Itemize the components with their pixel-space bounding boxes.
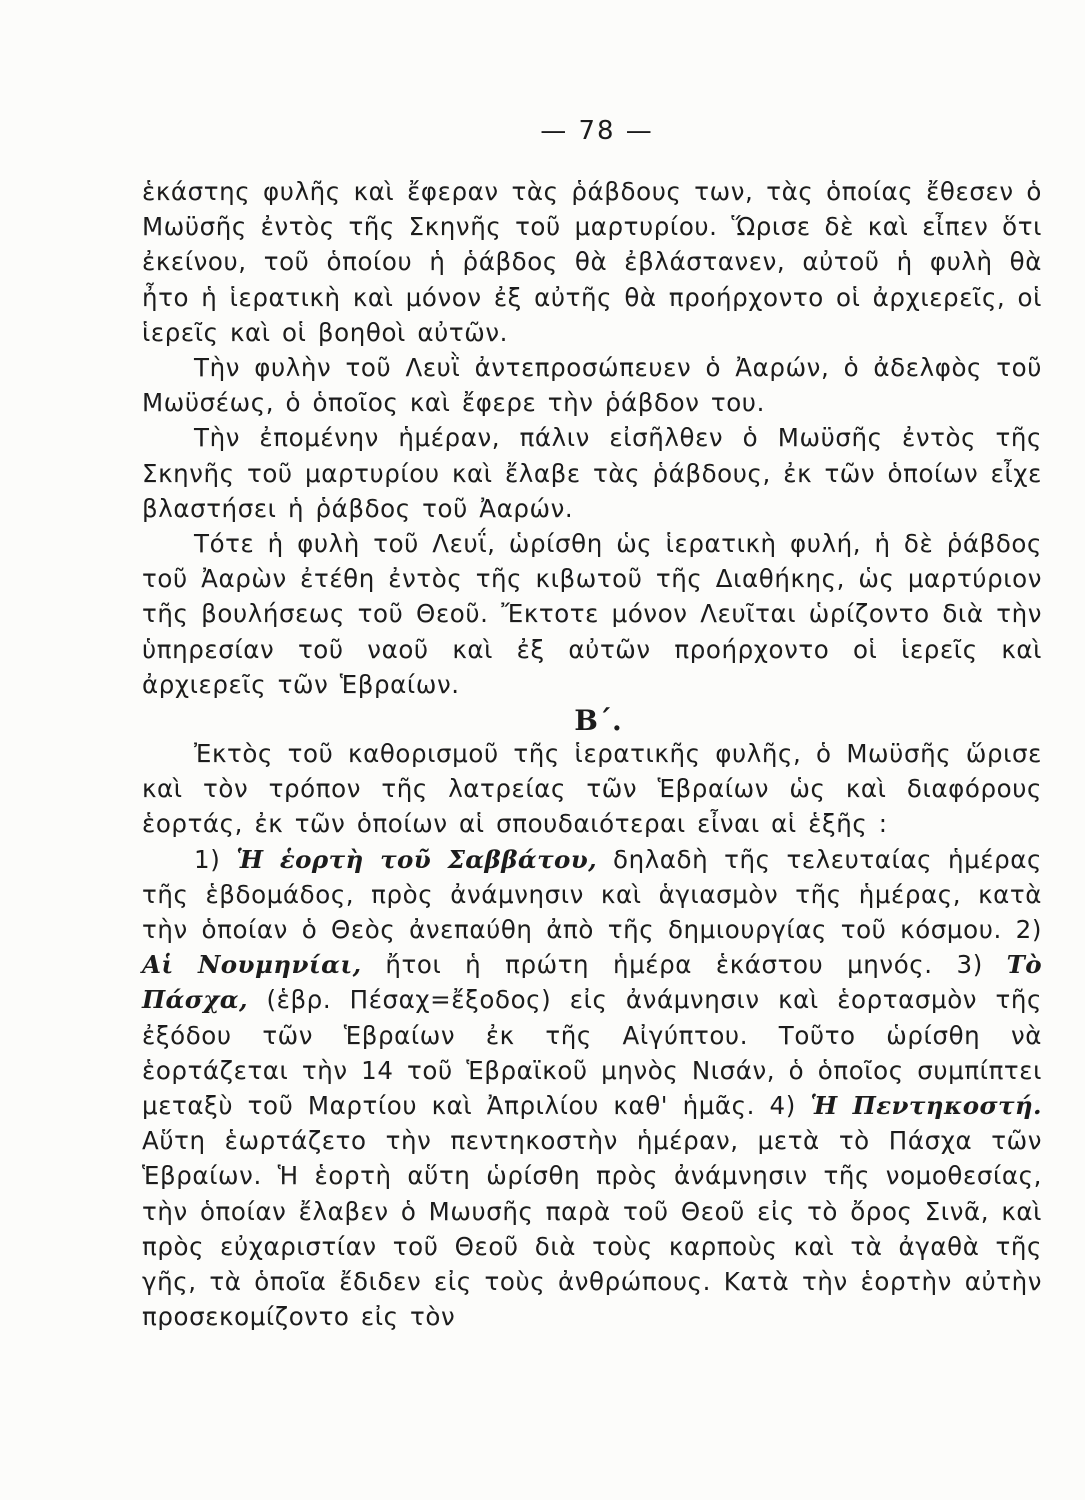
feast-text-pentecost: Αὕτη ἑωρτάζετο τὴν πεντηκοστὴν ἡμέραν, μετὰ τὸ Πάσχα τῶν Ἑβραίων. Ἡ ἑορτὴ αὕτη ὡρίσθη πρὸς ἀνάμνησιν τῆς νομοθεσίας, τὴν ὁποίαν ἔλαβεν ὁ Μωυσῆς παρὰ τοῦ Θεοῦ εἰς τὸ ὄρος Σινᾶ, καὶ πρὸς εὐχαριστίαν τοῦ Θεοῦ διὰ τοὺς καρποὺς καὶ τὰ ἀγαθὰ τῆς γῆς, τὰ ὁποῖα ἔδιδεν εἰς τοὺς ἀνθρώπους. Κατὰ τὴν ἑορτὴν αὐτὴν προσεκομίζοντο εἰς τὸν xyxy=(142,1126,1042,1332)
feast-number-3: 3) xyxy=(956,950,983,980)
feast-title-passover: Τὸ Πάσχα, xyxy=(142,950,1043,1015)
feast-text-new-moons: ἤτοι ἡ πρώτη ἡμέρα ἑκάστου μηνός. xyxy=(385,950,933,980)
feast-text-sabbath: δηλαδὴ τῆς τελευταίας ἡμέρας τῆς ἑβδομάδος, πρὸς ἀνάμνησιν καὶ ἁγιασμὸν τῆς ἡμέρας, κατὰ τὴν ὁποίαν ὁ Θεὸς ἀνεπαύθη ἀπὸ τῆς δημιουργίας τοῦ κόσμου. xyxy=(142,844,1043,945)
paragraph-levites: Τότε ἡ φυλὴ τοῦ Λευΐ, ὡρίσθη ὡς ἱερατικὴ φυλή, ἡ δὲ ῥάβδος τοῦ Ἀαρὼν ἐτέθη ἐντὸς τῆς κιβωτοῦ τῆς Διαθήκης, ὡς μαρτύριον τῆς βουλήσεως τοῦ Θεοῦ. Ἔκτοτε μόνον Λευῖται ὡρίζοντο διὰ τὴν ὑπηρεσίαν τοῦ ναοῦ καὶ ἐξ αὐτῶν προήρχοντο οἱ ἱερεῖς καὶ ἀρχιερεῖς τῶν Ἑβραίων. xyxy=(142,529,1042,699)
feast-title-new-moons: Αἱ Νουμηνίαι, xyxy=(142,950,362,980)
feast-number-4: 4) xyxy=(769,1091,796,1121)
paragraph-aaron: Τὴν φυλὴν τοῦ Λευῒ ἀντεπροσώπευεν ὁ Ἀαρών, ὁ ἀδελφὸς τοῦ Μωϋσέως, ὁ ὁποῖος καὶ ἔφερε τὴν ῥάβδον του. xyxy=(142,353,1042,418)
feast-title-sabbath: Ἡ ἑορτὴ τοῦ Σαββάτου, xyxy=(236,844,598,874)
section-heading: Β΄. xyxy=(574,704,622,738)
feast-number-1: 1) xyxy=(194,844,221,874)
paragraph-next-day: Τὴν ἐπομένην ἡμέραν, πάλιν εἰσῆλθεν ὁ Μωϋσῆς ἐντὸς τῆς Σκηνῆς τοῦ μαρτυρίου καὶ ἔλαβε τὰς ῥάβδους, ἐκ τῶν ὁποίων εἶχε βλαστήσει ἡ ῥάβδος τοῦ Ἀαρών. xyxy=(142,423,1042,523)
paragraph-feasts-list xyxy=(142,842,1042,1335)
page-number: — 78 — xyxy=(540,116,654,146)
feast-text-passover: (ἑβρ. Πέσαχ=ἔξοδος) εἰς ἀνάμνησιν καὶ ἑορτασμὸν τῆς ἐξόδου τῶν Ἑβραίων ἐκ τῆς Αἰγύπτου. Τοῦτο ὡρίσθη νὰ ἑορτάζεται τὴν 14 τοῦ Ἑβραϊκοῦ μηνὸς Νισάν, ὁ ὁποῖος συμπίπτει μεταξὺ τοῦ Μαρτίου καὶ Ἀπριλίου καθ' ἡμᾶς. xyxy=(142,985,1043,1121)
paragraph-staffs-continued: ἑκάστης φυλῆς καὶ ἔφεραν τὰς ῥάβδους των, τὰς ὁποίας ἔθεσεν ὁ Μωϋσῆς ἐντὸς τῆς Σκηνῆς τοῦ μαρτυρίου. Ὥρισε δὲ καὶ εἶπεν ὅτι ἐκείνου, τοῦ ὁποίου ἡ ῥάβδος θὰ ἐβλάστανεν, αὐτοῦ ἡ φυλὴ θὰ ἦτο ἡ ἱερατικὴ καὶ μόνον ἐξ αὐτῆς θὰ προήρχοντο οἱ ἀρχιερεῖς, οἱ ἱερεῖς καὶ οἱ βοηθοὶ αὐτῶν. xyxy=(142,177,1042,347)
paragraph-feasts-intro: Ἐκτὸς τοῦ καθορισμοῦ τῆς ἱερατικῆς φυλῆς, ὁ Μωϋσῆς ὥρισε καὶ τὸν τρόπον τῆς λατρείας τῶν Ἑβραίων ὡς καὶ διαφόρους ἑορτάς, ἐκ τῶν ὁποίων αἱ σπουδαιότεραι εἶναι αἱ ἑξῆς : xyxy=(142,739,1042,839)
feast-number-2: 2) xyxy=(1015,915,1042,945)
feast-title-pentecost: Ἡ Πεντηκοστή. xyxy=(810,1091,1042,1121)
